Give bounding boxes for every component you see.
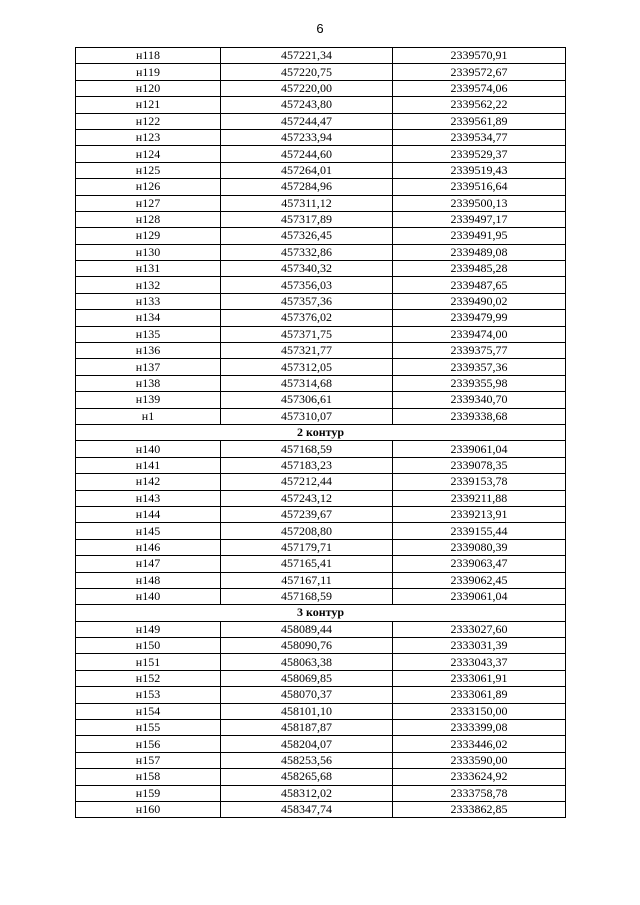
y-coordinate-cell: 2339497,17 <box>393 211 566 227</box>
table-row <box>76 785 566 801</box>
table-row <box>76 638 566 654</box>
y-coordinate-cell: 2333043,37 <box>393 654 566 670</box>
y-coordinate-cell: 2339485,28 <box>393 261 566 277</box>
x-coordinate-cell: 457356,03 <box>221 277 393 293</box>
table-row <box>76 474 566 490</box>
y-coordinate-cell: 2339574,06 <box>393 80 566 96</box>
point-name-cell: н152 <box>76 670 221 686</box>
y-coordinate-cell: 2339561,89 <box>393 113 566 129</box>
x-coordinate-cell: 457371,75 <box>221 326 393 342</box>
point-name-cell: н135 <box>76 326 221 342</box>
point-name-cell: н144 <box>76 506 221 522</box>
x-coordinate-cell: 457310,07 <box>221 408 393 424</box>
point-name-cell: н133 <box>76 293 221 309</box>
point-name-cell: н123 <box>76 129 221 145</box>
point-name-cell: н158 <box>76 769 221 785</box>
point-name-cell: н128 <box>76 211 221 227</box>
y-coordinate-cell: 2339570,91 <box>393 48 566 64</box>
point-name-cell: н130 <box>76 244 221 260</box>
point-name-cell: н160 <box>76 801 221 817</box>
point-name-cell: н154 <box>76 703 221 719</box>
table-row <box>76 80 566 96</box>
table-row <box>76 752 566 768</box>
point-name-cell: н143 <box>76 490 221 506</box>
x-coordinate-cell: 457314,68 <box>221 375 393 391</box>
table-row <box>76 244 566 260</box>
y-coordinate-cell: 2339562,22 <box>393 97 566 113</box>
point-name-cell: н156 <box>76 736 221 752</box>
y-coordinate-cell: 2333150,00 <box>393 703 566 719</box>
x-coordinate-cell: 457312,05 <box>221 359 393 375</box>
point-name-cell: н134 <box>76 310 221 326</box>
y-coordinate-cell: 2339155,44 <box>393 523 566 539</box>
y-coordinate-cell: 2333446,02 <box>393 736 566 752</box>
table-row <box>76 261 566 277</box>
y-coordinate-cell: 2339213,91 <box>393 506 566 522</box>
y-coordinate-cell: 2339516,64 <box>393 179 566 195</box>
table-row <box>76 129 566 145</box>
x-coordinate-cell: 458090,76 <box>221 638 393 654</box>
table-row <box>76 375 566 391</box>
y-coordinate-cell: 2339474,00 <box>393 326 566 342</box>
table-row <box>76 48 566 64</box>
y-coordinate-cell: 2333624,92 <box>393 769 566 785</box>
y-coordinate-cell: 2339489,08 <box>393 244 566 260</box>
x-coordinate-cell: 457208,80 <box>221 523 393 539</box>
x-coordinate-cell: 457167,11 <box>221 572 393 588</box>
table-row <box>76 556 566 572</box>
table-row <box>76 769 566 785</box>
x-coordinate-cell: 457311,12 <box>221 195 393 211</box>
point-name-cell: н127 <box>76 195 221 211</box>
y-coordinate-cell: 2339080,39 <box>393 539 566 555</box>
y-coordinate-cell: 2339153,78 <box>393 474 566 490</box>
x-coordinate-cell: 457179,71 <box>221 539 393 555</box>
table-row <box>76 588 566 604</box>
table-row <box>76 687 566 703</box>
coordinates-table <box>75 47 566 818</box>
x-coordinate-cell: 457168,59 <box>221 441 393 457</box>
point-name-cell: н132 <box>76 277 221 293</box>
point-name-cell: н146 <box>76 539 221 555</box>
table-row <box>76 621 566 637</box>
point-name-cell: н145 <box>76 523 221 539</box>
table-row <box>76 572 566 588</box>
x-coordinate-cell: 458312,02 <box>221 785 393 801</box>
x-coordinate-cell: 457220,00 <box>221 80 393 96</box>
point-name-cell: н119 <box>76 64 221 80</box>
y-coordinate-cell: 2339490,02 <box>393 293 566 309</box>
x-coordinate-cell: 457183,23 <box>221 457 393 473</box>
point-name-cell: н136 <box>76 343 221 359</box>
point-name-cell: н140 <box>76 588 221 604</box>
point-name-cell: н151 <box>76 654 221 670</box>
x-coordinate-cell: 457340,32 <box>221 261 393 277</box>
x-coordinate-cell: 458265,68 <box>221 769 393 785</box>
section-header-row <box>76 424 566 440</box>
table-row <box>76 343 566 359</box>
point-name-cell: н122 <box>76 113 221 129</box>
x-coordinate-cell: 457326,45 <box>221 228 393 244</box>
x-coordinate-cell: 457284,96 <box>221 179 393 195</box>
point-name-cell: н149 <box>76 621 221 637</box>
point-name-cell: н131 <box>76 261 221 277</box>
section-title: 2 контур <box>76 424 566 440</box>
x-coordinate-cell: 457233,94 <box>221 129 393 145</box>
table-row <box>76 162 566 178</box>
y-coordinate-cell: 2339500,13 <box>393 195 566 211</box>
table-row <box>76 277 566 293</box>
x-coordinate-cell: 458187,87 <box>221 720 393 736</box>
y-coordinate-cell: 2333758,78 <box>393 785 566 801</box>
table-row <box>76 441 566 457</box>
point-name-cell: н125 <box>76 162 221 178</box>
table-row <box>76 97 566 113</box>
page-number: 6 <box>316 21 324 36</box>
y-coordinate-cell: 2339375,77 <box>393 343 566 359</box>
x-coordinate-cell: 458070,37 <box>221 687 393 703</box>
x-coordinate-cell: 457221,34 <box>221 48 393 64</box>
table-row <box>76 64 566 80</box>
point-name-cell: н148 <box>76 572 221 588</box>
y-coordinate-cell: 2333031,39 <box>393 638 566 654</box>
y-coordinate-cell: 2333027,60 <box>393 621 566 637</box>
point-name-cell: н126 <box>76 179 221 195</box>
x-coordinate-cell: 458089,44 <box>221 621 393 637</box>
point-name-cell: н1 <box>76 408 221 424</box>
y-coordinate-cell: 2339479,99 <box>393 310 566 326</box>
table-row <box>76 359 566 375</box>
point-name-cell: н120 <box>76 80 221 96</box>
x-coordinate-cell: 458253,56 <box>221 752 393 768</box>
y-coordinate-cell: 2339487,65 <box>393 277 566 293</box>
x-coordinate-cell: 458069,85 <box>221 670 393 686</box>
x-coordinate-cell: 457357,36 <box>221 293 393 309</box>
y-coordinate-cell: 2339519,43 <box>393 162 566 178</box>
y-coordinate-cell: 2339529,37 <box>393 146 566 162</box>
x-coordinate-cell: 457212,44 <box>221 474 393 490</box>
y-coordinate-cell: 2339061,04 <box>393 588 566 604</box>
x-coordinate-cell: 457244,60 <box>221 146 393 162</box>
table-row <box>76 490 566 506</box>
point-name-cell: н118 <box>76 48 221 64</box>
section-title: 3 контур <box>76 605 566 621</box>
table-row <box>76 195 566 211</box>
coordinates-table-body <box>76 48 566 818</box>
y-coordinate-cell: 2339063,47 <box>393 556 566 572</box>
table-row <box>76 539 566 555</box>
y-coordinate-cell: 2339572,67 <box>393 64 566 80</box>
point-name-cell: н141 <box>76 457 221 473</box>
y-coordinate-cell: 2339357,36 <box>393 359 566 375</box>
table-row <box>76 408 566 424</box>
point-name-cell: н150 <box>76 638 221 654</box>
table-row <box>76 392 566 408</box>
table-row <box>76 310 566 326</box>
point-name-cell: н139 <box>76 392 221 408</box>
x-coordinate-cell: 457165,41 <box>221 556 393 572</box>
x-coordinate-cell: 457243,12 <box>221 490 393 506</box>
point-name-cell: н142 <box>76 474 221 490</box>
x-coordinate-cell: 457321,77 <box>221 343 393 359</box>
x-coordinate-cell: 457306,61 <box>221 392 393 408</box>
x-coordinate-cell: 458063,38 <box>221 654 393 670</box>
point-name-cell: н155 <box>76 720 221 736</box>
x-coordinate-cell: 457317,89 <box>221 211 393 227</box>
table-row <box>76 179 566 195</box>
point-name-cell: н124 <box>76 146 221 162</box>
point-name-cell: н137 <box>76 359 221 375</box>
table-row <box>76 703 566 719</box>
point-name-cell: н153 <box>76 687 221 703</box>
table-row <box>76 523 566 539</box>
x-coordinate-cell: 457168,59 <box>221 588 393 604</box>
table-row <box>76 293 566 309</box>
table-row <box>76 720 566 736</box>
x-coordinate-cell: 457220,75 <box>221 64 393 80</box>
section-header-row <box>76 605 566 621</box>
y-coordinate-cell: 2339062,45 <box>393 572 566 588</box>
y-coordinate-cell: 2333590,00 <box>393 752 566 768</box>
table-row <box>76 670 566 686</box>
point-name-cell: н140 <box>76 441 221 457</box>
table-row <box>76 801 566 817</box>
table-row <box>76 211 566 227</box>
table-row <box>76 457 566 473</box>
table-row <box>76 228 566 244</box>
x-coordinate-cell: 457244,47 <box>221 113 393 129</box>
table-row <box>76 506 566 522</box>
y-coordinate-cell: 2339534,77 <box>393 129 566 145</box>
y-coordinate-cell: 2339355,98 <box>393 375 566 391</box>
y-coordinate-cell: 2333061,89 <box>393 687 566 703</box>
point-name-cell: н121 <box>76 97 221 113</box>
x-coordinate-cell: 458347,74 <box>221 801 393 817</box>
x-coordinate-cell: 457264,01 <box>221 162 393 178</box>
y-coordinate-cell: 2339338,68 <box>393 408 566 424</box>
point-name-cell: н159 <box>76 785 221 801</box>
point-name-cell: н157 <box>76 752 221 768</box>
y-coordinate-cell: 2339211,88 <box>393 490 566 506</box>
y-coordinate-cell: 2333061,91 <box>393 670 566 686</box>
x-coordinate-cell: 458101,10 <box>221 703 393 719</box>
table-row <box>76 146 566 162</box>
point-name-cell: н129 <box>76 228 221 244</box>
table-row <box>76 113 566 129</box>
y-coordinate-cell: 2339340,70 <box>393 392 566 408</box>
point-name-cell: н147 <box>76 556 221 572</box>
y-coordinate-cell: 2339491,95 <box>393 228 566 244</box>
table-row <box>76 654 566 670</box>
table-row <box>76 326 566 342</box>
x-coordinate-cell: 457243,80 <box>221 97 393 113</box>
x-coordinate-cell: 457332,86 <box>221 244 393 260</box>
y-coordinate-cell: 2339061,04 <box>393 441 566 457</box>
x-coordinate-cell: 458204,07 <box>221 736 393 752</box>
point-name-cell: н138 <box>76 375 221 391</box>
y-coordinate-cell: 2339078,35 <box>393 457 566 473</box>
y-coordinate-cell: 2333862,85 <box>393 801 566 817</box>
x-coordinate-cell: 457239,67 <box>221 506 393 522</box>
y-coordinate-cell: 2333399,08 <box>393 720 566 736</box>
x-coordinate-cell: 457376,02 <box>221 310 393 326</box>
table-row <box>76 736 566 752</box>
